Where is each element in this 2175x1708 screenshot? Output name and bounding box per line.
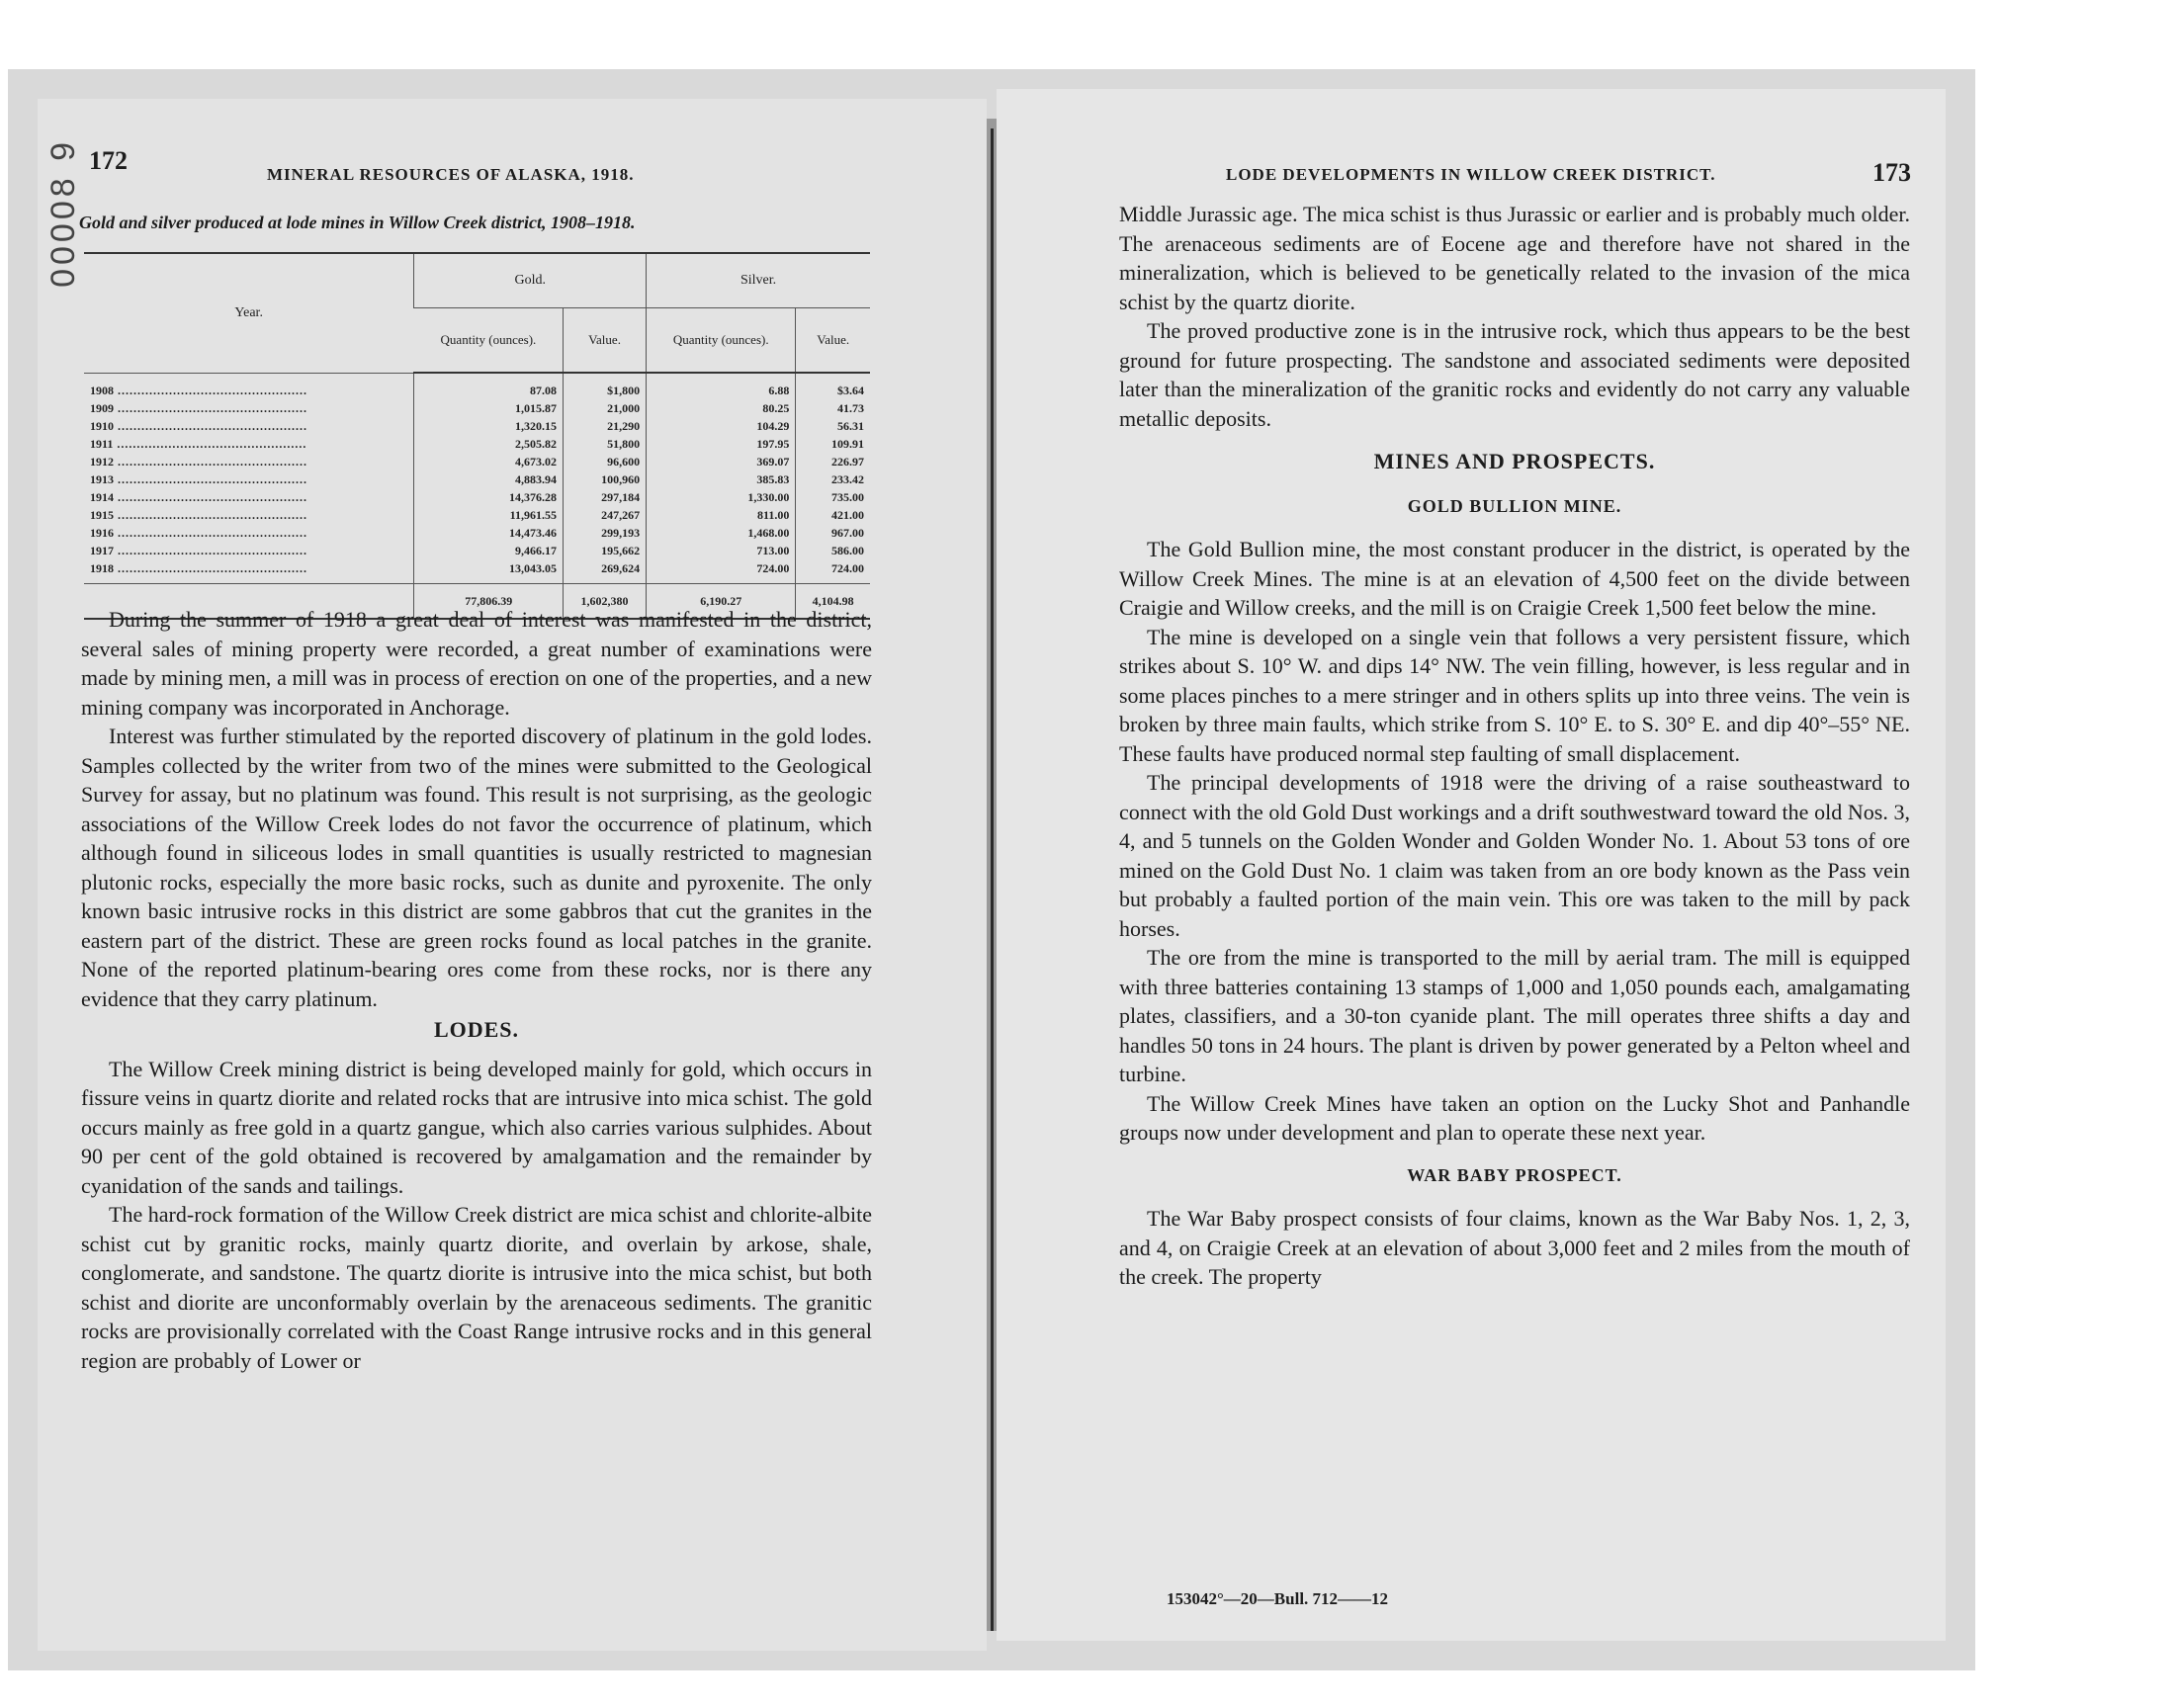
gold-header: Gold. bbox=[414, 253, 647, 308]
silver-quantity-cell: 80.25 bbox=[647, 399, 796, 417]
paragraph: The ore from the mine is transported to the mill by aerial tram. The mill is equipped with three batteries containing 13 stamps of 1,000 and 1,050 pounds each, amalgamating plates, classifiers, and a 30-ton cyanide plant. The mill operates three shifts a day and handles 50 tons in 24 hours. The plant is driven by power generated by a Pelton wheel and turbine. bbox=[1119, 945, 1910, 1086]
gold-quantity-cell: 14,376.28 bbox=[414, 488, 564, 506]
table-row bbox=[84, 488, 870, 506]
table-row bbox=[84, 435, 870, 453]
silver-value-cell: 226.97 bbox=[796, 453, 870, 470]
year-cell: 1914 ..... bbox=[84, 488, 414, 506]
year-cell: 1910 ..... bbox=[84, 417, 414, 435]
paragraph: The hard-rock formation of the Willow Creek district are mica schist and chlorite-albite schist cut by granitic rocks, mainly quartz diorite, and overlain by arkose, shale, conglomerate, and sandstone. The quartz diorite is intrusive into the mica schist, but both schist and diorite are unconformably overlain by the arenaceous sediments. The granitic rocks are provisionally correlated with the Coast Range intrusive rocks and in this general region are probably of Lower or bbox=[81, 1202, 872, 1373]
gold-quantity-cell: 4,673.02 bbox=[414, 453, 564, 470]
gold-quantity-cell: 87.08 bbox=[414, 373, 564, 399]
silver-quantity-cell: 811.00 bbox=[647, 506, 796, 524]
mines-heading: MINES AND PROSPECTS. bbox=[1373, 449, 1656, 473]
year-cell: 1915 ..... bbox=[84, 506, 414, 524]
paragraph: The Willow Creek Mines have taken an option on the Lucky Shot and Panhandle groups now under development and plan to operate these next year. bbox=[1119, 1090, 1910, 1145]
gold-value-cell: 96,600 bbox=[563, 453, 646, 470]
gold-value-cell: 21,000 bbox=[563, 399, 646, 417]
right-running-head: LODE DEVELOPMENTS IN WILLOW CREEK DISTRICT. bbox=[1226, 165, 1716, 184]
year-cell: 1909 ..... bbox=[84, 399, 414, 417]
total-silver-value: 4,104.98 bbox=[796, 584, 870, 620]
year-cell: 1913 ..... bbox=[84, 470, 414, 488]
table-row bbox=[84, 542, 870, 559]
gold-value-cell: 21,290 bbox=[563, 417, 646, 435]
table-caption: Gold and silver produced at lode mines in Willow Creek district, 1908–1918. bbox=[79, 213, 636, 232]
paragraph: Middle Jurassic age. The mica schist is thus Jurassic or earlier and is probably much older. The arenaceous sediments are of Eocene age and therefore have not shared in the mineralization, which is believed to be genetically related to the invasion of the mica schist by the quartz diorite. bbox=[1119, 202, 1910, 314]
silver-quantity-cell: 6.88 bbox=[647, 373, 796, 399]
lodes-heading: LODES. bbox=[433, 1017, 520, 1042]
right-page-number: 173 bbox=[1872, 158, 1911, 187]
table-row bbox=[84, 524, 870, 542]
gold-value-cell: $1,800 bbox=[563, 373, 646, 399]
year-cell: 1916 ..... bbox=[84, 524, 414, 542]
gold-value-cell: 100,960 bbox=[563, 470, 646, 488]
silver-value-cell: 421.00 bbox=[796, 506, 870, 524]
silver-quantity-cell: 104.29 bbox=[647, 417, 796, 435]
table-row bbox=[84, 417, 870, 435]
gold-quantity-cell: 13,043.05 bbox=[414, 559, 564, 584]
gold-value-cell: 269,624 bbox=[563, 559, 646, 584]
silver-quantity-cell: 385.83 bbox=[647, 470, 796, 488]
paragraph: The proved productive zone is in the intrusive rock, which thus appears to be the best ground for future prospecting. The sandstone and associated sediments were deposited later than the mineralization of the granitic rocks and evidently do not carry any valuable metallic deposits. bbox=[1119, 318, 1910, 431]
left-page-number: 172 bbox=[89, 146, 128, 175]
gold-value-cell: 247,267 bbox=[563, 506, 646, 524]
total-gold-quantity: 77,806.39 bbox=[414, 584, 564, 620]
silver-quantity-cell: 713.00 bbox=[647, 542, 796, 559]
left-text-column bbox=[81, 605, 872, 1375]
silver-quantity-cell: 1,468.00 bbox=[647, 524, 796, 542]
gold-quantity-cell: 11,961.55 bbox=[414, 506, 564, 524]
paragraph: The Willow Creek mining district is being developed mainly for gold, which occurs in fissure veins in quartz diorite and related rocks that are intrusive into mica schist. The gold occurs mainly as free gold in a quartz gangue, which also carries various sulphides. About 90 per cent of the gold obtained is recovered by amalgamation and the remainder by cyanidation of the sands and tailings. bbox=[81, 1056, 872, 1198]
gold-value-cell: 299,193 bbox=[563, 524, 646, 542]
gold-quantity-cell: 14,473.46 bbox=[414, 524, 564, 542]
silver-value-cell: 586.00 bbox=[796, 542, 870, 559]
year-cell: 1908 ..... bbox=[84, 373, 414, 399]
table-row bbox=[84, 506, 870, 524]
gold-quantity-header: Quantity (ounces). bbox=[414, 308, 564, 374]
silver-value-cell: 233.42 bbox=[796, 470, 870, 488]
year-cell: 1911 ..... bbox=[84, 435, 414, 453]
year-cell: 1918 ..... bbox=[84, 559, 414, 584]
total-gold-value: 1,602,380 bbox=[563, 584, 646, 620]
silver-quantity-cell: 1,330.00 bbox=[647, 488, 796, 506]
silver-value-header: Value. bbox=[796, 308, 870, 374]
silver-value-cell: 735.00 bbox=[796, 488, 870, 506]
production-table bbox=[84, 252, 870, 620]
year-cell: 1917 ..... bbox=[84, 542, 414, 559]
paragraph: The principal developments of 1918 were the driving of a raise southeastward to connect with the old Gold Dust workings and a drift southwestward toward the old Nos. 3, 4, and 5 tunnels on the Golden Wonder and Golden Wonder No. 1. About 53 tons of ore mined on the Gold Dust No. 1 claim was taken from an ore body known as the Pass vein but probably a faulted portion of the main vein. This ore was taken to the mill by pack horses. bbox=[1119, 770, 1910, 941]
table-row bbox=[84, 399, 870, 417]
table-row bbox=[84, 373, 870, 399]
paragraph: During the summer of 1918 a great deal of interest was manifested in the district, several sales of mining property were recorded, a great number of examinations were made by mining men, a mill was in process of erection on one of the properties, and a new mining company was incorporated in Anchorage. bbox=[81, 607, 872, 720]
gold-quantity-cell: 1,015.87 bbox=[414, 399, 564, 417]
print-signature: 153042°—20—Bull. 712——12 bbox=[1167, 1589, 1389, 1608]
table-row bbox=[84, 453, 870, 470]
paragraph: The Gold Bullion mine, the most constant producer in the district, is operated by the Willow Creek Mines. The mine is at an elevation of 4,500 feet on the divide between Craigie and Willow creeks, and the mill is on Craigie Creek 1,500 feet below the mine. bbox=[1119, 537, 1910, 620]
paragraph: Interest was further stimulated by the reported discovery of platinum in the gold lodes. Samples collected by the writer from two of the mines were submitted to the Geological Survey for assay, but no platinum was found. This result is not surprising, as the geologic associations of the Willow Creek lodes do not favor the occurrence of platinum, which although found in siliceous lodes in small quantities is usually restricted to magnesian plutonic rocks, especially the more basic rocks, such as dunite and pyroxenite. The only known basic intrusive rocks in this district are some gabbros that cut the granites in the eastern part of the district. These are green rocks found as local patches in the granite. None of the reported platinum-bearing ores come from these rocks, nor is there any evidence that they carry platinum. bbox=[81, 724, 872, 1011]
gold-value-cell: 195,662 bbox=[563, 542, 646, 559]
table-row bbox=[84, 470, 870, 488]
gold-quantity-cell: 4,883.94 bbox=[414, 470, 564, 488]
left-running-head: MINERAL RESOURCES OF ALASKA, 1918. bbox=[267, 165, 635, 184]
silver-quantity-cell: 724.00 bbox=[647, 559, 796, 584]
paragraph: The War Baby prospect consists of four claims, known as the War Baby Nos. 1, 2, 3, and 4, on Craigie Creek at an elevation of about 3,000 feet and 2 miles from the mouth of the creek. The property bbox=[1119, 1206, 1910, 1289]
right-text-column bbox=[1119, 200, 1910, 1292]
gold-value-header: Value. bbox=[563, 308, 646, 374]
year-header: Year. bbox=[84, 253, 414, 373]
scan-margin bbox=[1972, 0, 2175, 1708]
silver-value-cell: 56.31 bbox=[796, 417, 870, 435]
archive-stamp: 00008 9 bbox=[44, 138, 82, 288]
total-silver-quantity: 6,190.27 bbox=[647, 584, 796, 620]
silver-value-cell: $3.64 bbox=[796, 373, 870, 399]
paragraph: The mine is developed on a single vein that follows a very persistent fissure, which strikes about S. 10° W. and dips 14° NW. The vein filling, however, is less regular and in some places pinches to a mere stringer and in others splits up into three veins. The vein is broken by three main faults, which strike from S. 10° E. to S. 30° E. and dip 40°–55° NE. These faults have produced normal step faulting of small displacement. bbox=[1119, 624, 1910, 766]
gold-quantity-cell: 1,320.15 bbox=[414, 417, 564, 435]
silver-quantity-cell: 369.07 bbox=[647, 453, 796, 470]
silver-quantity-cell: 197.95 bbox=[647, 435, 796, 453]
silver-value-cell: 724.00 bbox=[796, 559, 870, 584]
gold-value-cell: 297,184 bbox=[563, 488, 646, 506]
year-cell: 1912 ..... bbox=[84, 453, 414, 470]
silver-value-cell: 109.91 bbox=[796, 435, 870, 453]
table-row bbox=[84, 559, 870, 584]
gold-bullion-heading: GOLD BULLION MINE. bbox=[1407, 495, 1622, 516]
gutter-shadow bbox=[991, 128, 994, 1631]
silver-value-cell: 967.00 bbox=[796, 524, 870, 542]
silver-quantity-header: Quantity (ounces). bbox=[647, 308, 796, 374]
silver-header: Silver. bbox=[647, 253, 870, 308]
gold-value-cell: 51,800 bbox=[563, 435, 646, 453]
silver-value-cell: 41.73 bbox=[796, 399, 870, 417]
war-baby-heading: WAR BABY PROSPECT. bbox=[1407, 1164, 1622, 1185]
gold-quantity-cell: 2,505.82 bbox=[414, 435, 564, 453]
gold-quantity-cell: 9,466.17 bbox=[414, 542, 564, 559]
